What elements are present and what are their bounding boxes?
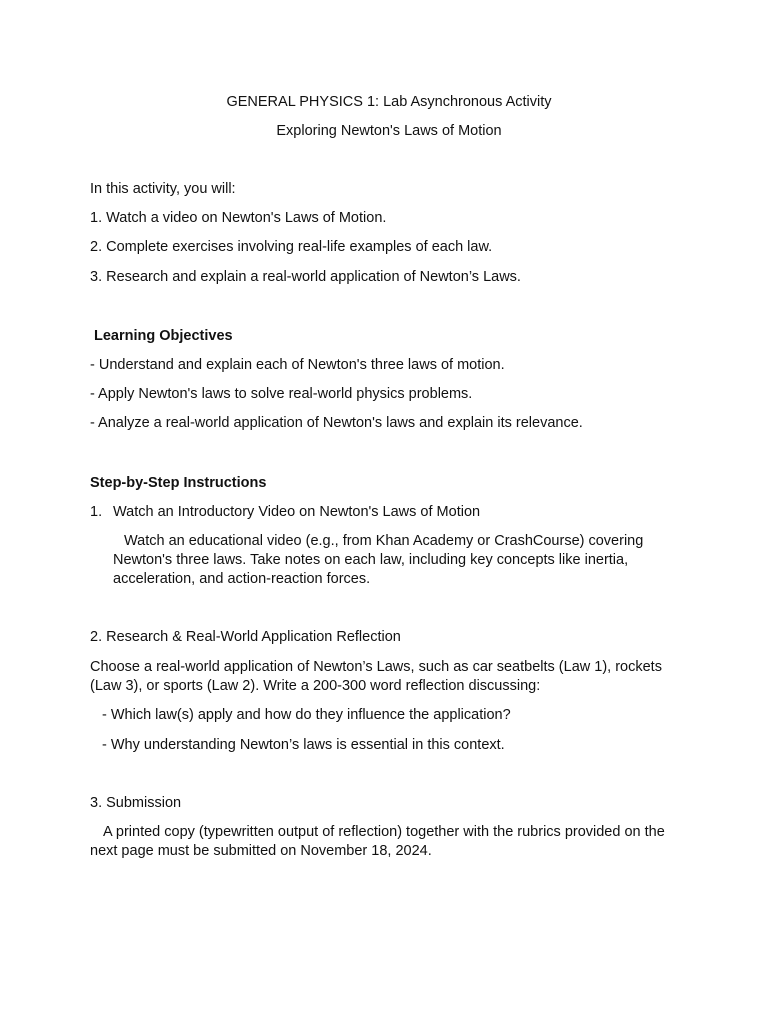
- objective-item: - Understand and explain each of Newton's three laws of motion.: [90, 357, 505, 373]
- intro-item: 3. Research and explain a real-world application of Newton’s Laws.: [90, 269, 521, 285]
- step3-body: A printed copy (typewritten output of reflection) together with the rubrics provided on the next page must be submitted on November 18, 2024.: [90, 824, 665, 859]
- step3-title: 3. Submission: [90, 795, 182, 811]
- instructions-heading: Step-by-Step Instructions: [90, 475, 267, 491]
- objectives-heading: Learning Objectives: [94, 328, 233, 344]
- objective-item: - Apply Newton's laws to solve real-world physics problems.: [90, 386, 473, 402]
- intro-item: 1. Watch a video on Newton's Laws of Motion.: [90, 210, 387, 226]
- step1-title: Watch an Introductory Video on Newton's Laws of Motion: [113, 504, 481, 520]
- document-subtitle: Exploring Newton's Laws of Motion: [276, 123, 502, 139]
- step1-body: Watch an educational video (e.g., from Khan Academy or CrashCourse) covering Newton's three laws. Take notes on each law, including key concepts like inertia, acceleration, and action-reaction forces.: [113, 533, 644, 587]
- step2-bullet: - Why understanding Newton’s laws is essential in this context.: [102, 737, 505, 753]
- step1-number: 1.: [90, 504, 103, 520]
- intro-item: 2. Complete exercises involving real-life examples of each law.: [90, 239, 493, 255]
- step2-bullet: - Which law(s) apply and how do they influence the application?: [102, 707, 511, 723]
- document-title: GENERAL PHYSICS 1: Lab Asynchronous Activity: [226, 94, 552, 110]
- step2-title: 2. Research & Real-World Application Reflection: [90, 629, 401, 645]
- objective-item: - Analyze a real-world application of Newton's laws and explain its relevance.: [90, 415, 583, 431]
- intro-lead: In this activity, you will:: [90, 181, 236, 197]
- step2-body: Choose a real-world application of Newton’s Laws, such as car seatbelts (Law 1), rockets (Law 3), or sports (Law 2). Write a 200-300 word reflection discussing:: [90, 659, 662, 694]
